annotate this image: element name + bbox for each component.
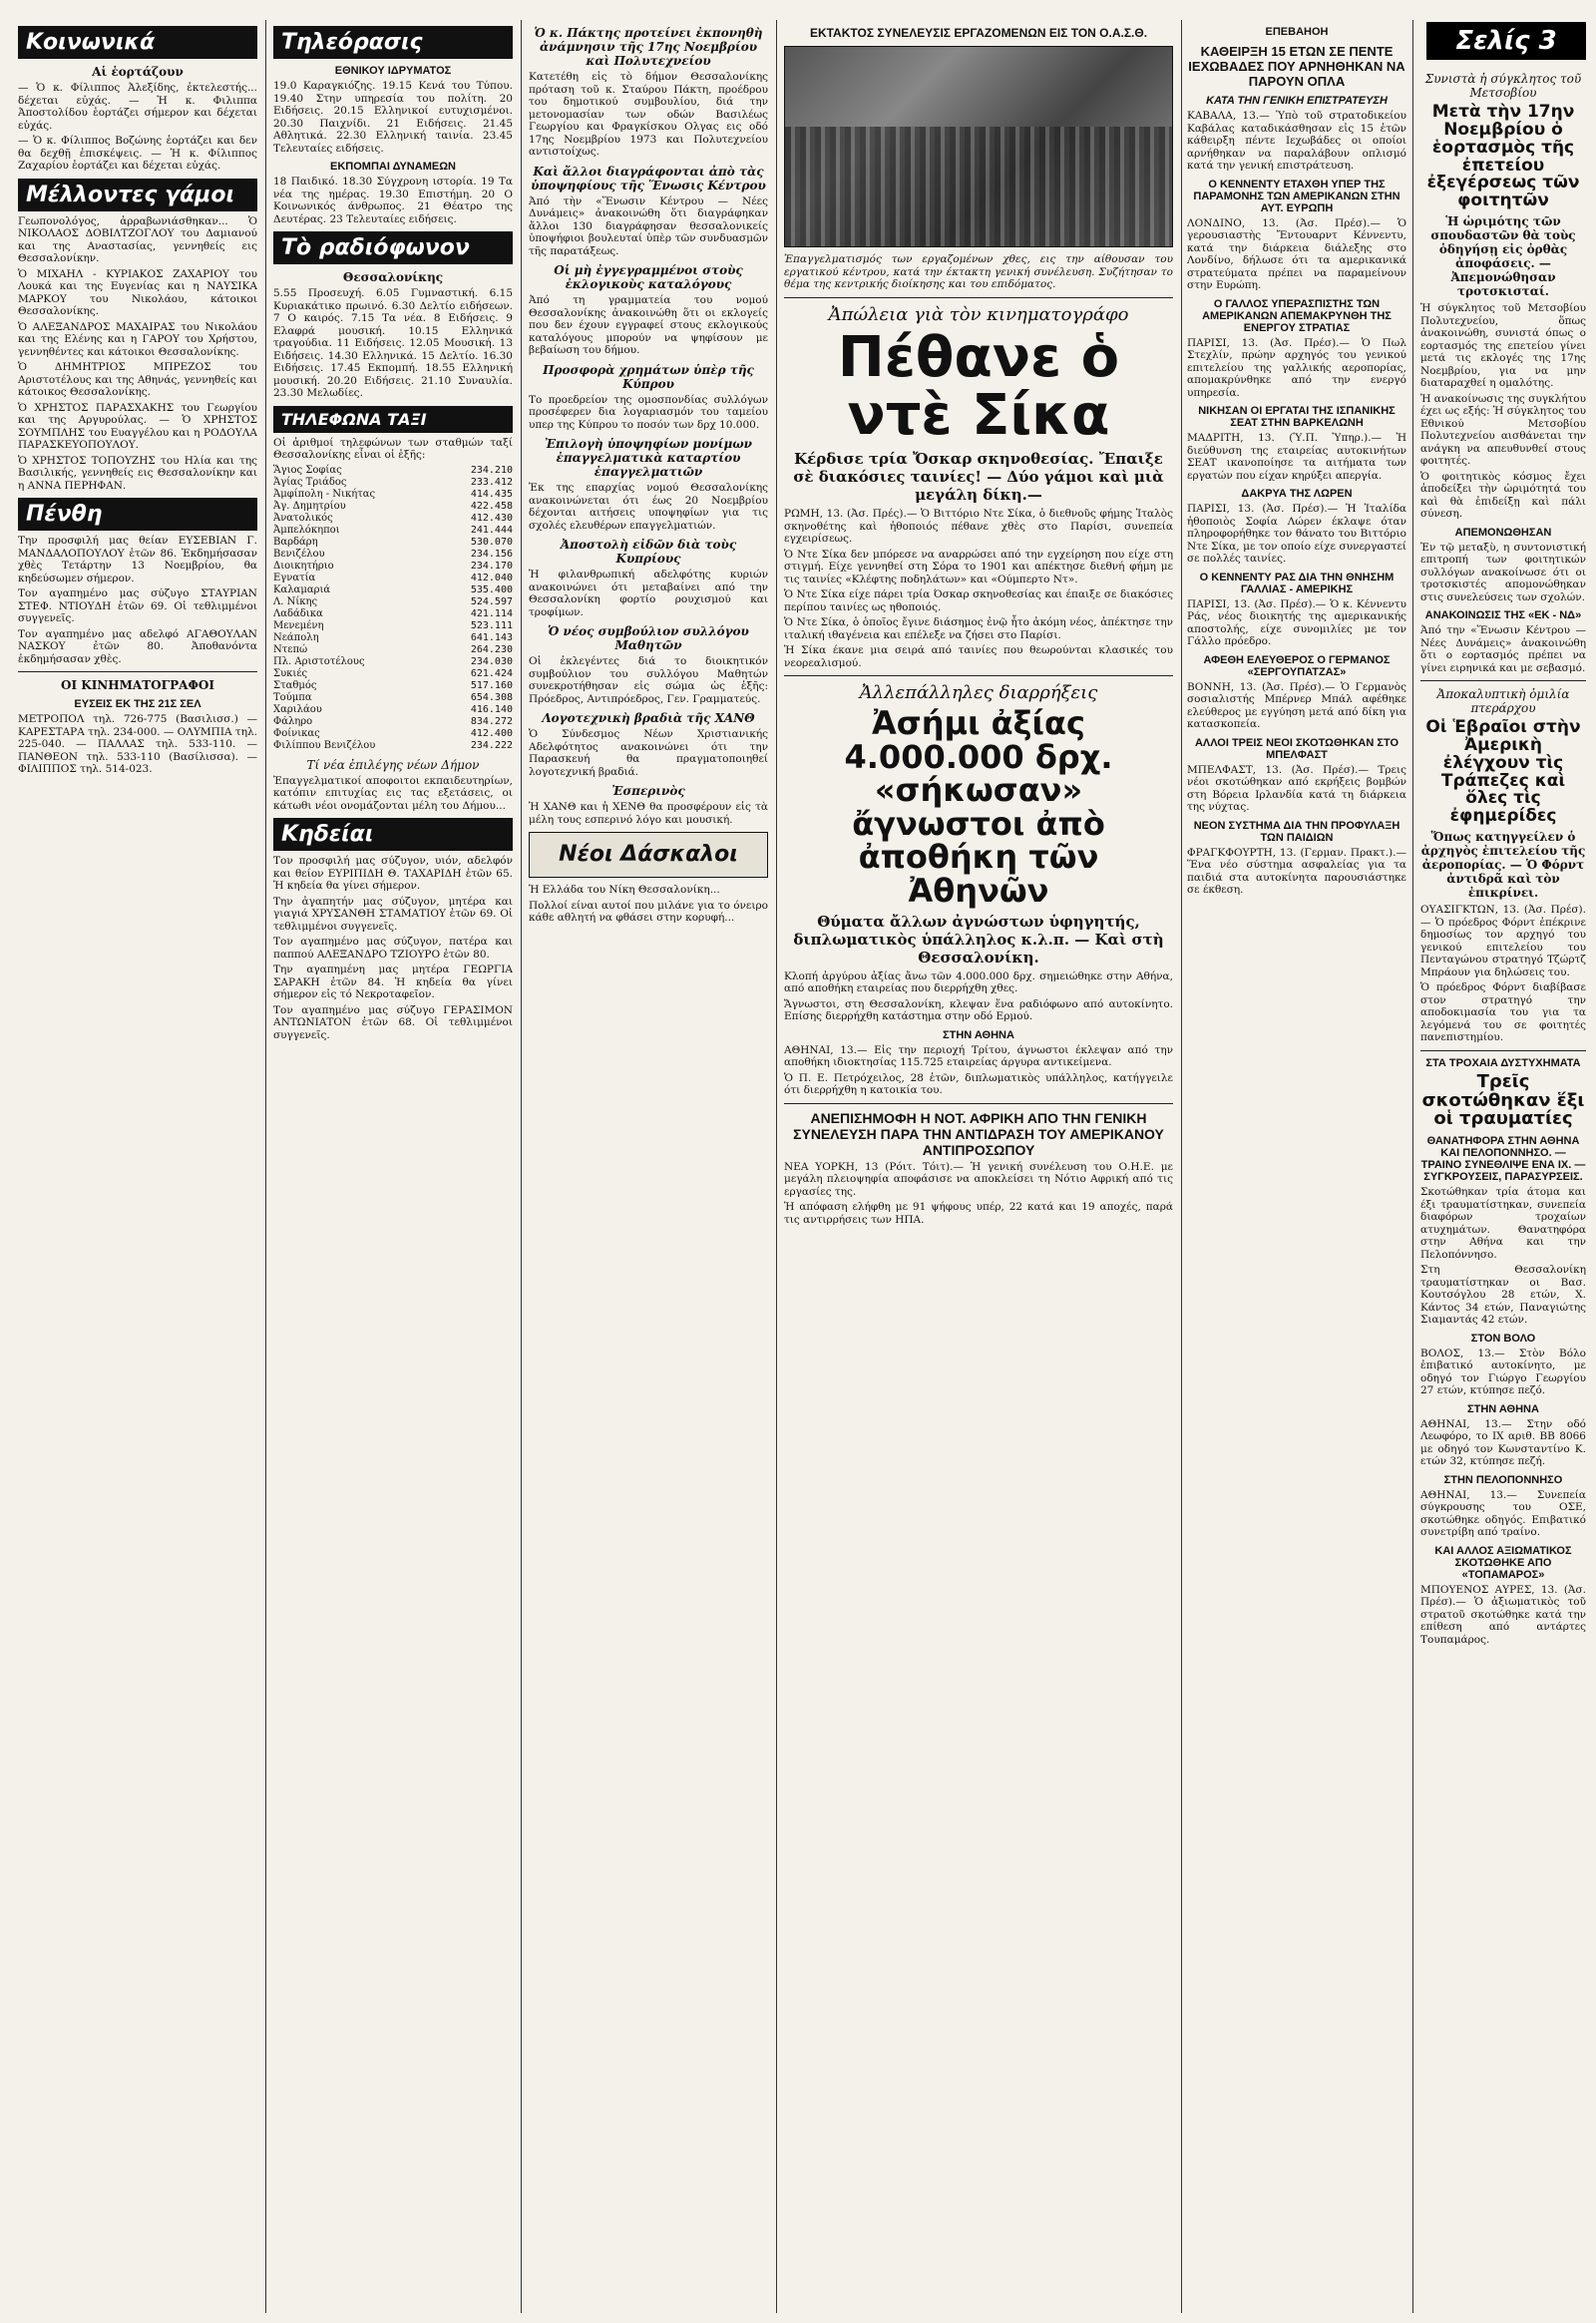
article-paragraph: ΠΑΡΙΣΙ, 13. (Ἀσ. Πρέσ).— Ὁ Πωλ Στεχλίν, πρώην αρχηγός του γενικού επιτελείου της γαλλικής αεροπορίας, απομακρύνθηκε από την ενεργό υπηρεσία. (1187, 336, 1406, 399)
cinemas-header: ΟΙ ΚΙΝΗΜΑΤΟΓΡΑΦΟΙ (61, 678, 214, 692)
headline-jews-america: Οἱ Ἑβραῖοι στὴν Ἀμερικὴ ἐλέγχουν τὶς Τράπεζες καὶ ὅλες τὶς ἐφημερίδες (1425, 717, 1581, 827)
taxi-phone-number: 241.444 (470, 524, 513, 536)
taxi-phone-number: 530.070 (470, 536, 513, 548)
article-headline: Προσφορὰ χρημάτων ὑπὲρ τῆς Κύπρου (543, 362, 754, 391)
article-paragraph: Ἡ απόφαση ελήφθη με 91 ψήφους υπέρ, 22 κατά και 19 αποχές, παρά τις αντιρρήσεις των ΗΠΑ. (784, 1201, 1173, 1226)
headline-south-africa: ΑΝΕΠΙΣΗΜΟΦΗ Η ΝΟΤ. ΑΦΡΙΚΗ ΑΠΟ ΤΗΝ ΓΕΝΙΚΗ ΣΥΝΕΛΕΥΣΗ ΠΑΡΑ ΤΗΝ ΑΝΤΙΔΡΑΣΗ ΤΟΥ ΑΜΕΡΙΚΑΝΟΥ ΑΝΤΙΠΡΟΣΩΠΟΥ (793, 1109, 1164, 1158)
column-broadcast (273, 20, 513, 2313)
assembly-photo (784, 46, 1173, 247)
funeral-paragraph: Την ἀγαπητήν μας σύζυγον, μητέρα και γιαγιά ΧΡΥΣΑΝΘΗ ΣΤΑΜΑΤΙΟΥ ἐτῶν 69. Οἱ τεθλιμμένοι συγγενεῖς. (273, 895, 513, 933)
wedding-paragraph: Ὁ ΧΡΗΣΤΟΣ ΤΟΠΟΥΖΗΣ του Ηλία και της Βασιλικής, γεννηθείς εις Θεσσαλονίκην και η ΑΝΝΑ ΠΕΡΗΦΑΝ. (18, 454, 257, 492)
article-headline: Ἐσπερινὸς (611, 784, 685, 798)
subheadline: Θύματα ἄλλων ἀγνώστων ὑφηγητής, διπλωματικὸς ὑπάλληλος κ.λ.π. — Καὶ στὴ Θεσσαλονίκη. (793, 912, 1164, 967)
section-subheader: ΣΤΗΝ ΠΕΛΟΠΟΝΝΗΣΟ (1443, 1473, 1563, 1486)
wedding-paragraph: Γεωπονολόγος, ἀρραβωνιάσθηκαν... Ὁ ΝΙΚΟΛΑΟΣ ΔΟΒΙΛΤΖΟΓΛΟΥ του Δαμιανού και της Αναστασίας, γεννηθείς εις Θεσσαλονίκην. (18, 214, 257, 264)
column-divider (265, 20, 266, 2313)
taxi-station-name: Ἀμφίπολη - Νικήτας (273, 488, 376, 500)
taxi-station-name: Ἅγιος Σοφίας (273, 464, 342, 476)
article-headline: Ὁ νέος συμβούλιον συλλόγου Μαθητῶν (548, 624, 749, 652)
cinemas-subheader: ΕΥΣΕΙΣ ΕΚ ΤΗΣ 21Σ ΣΕΛ (74, 698, 201, 710)
divider (1420, 680, 1586, 681)
article-paragraph: Κλοπή ἀργύρου ἀξίας ἄνω τῶν 4.000.000 δρχ. σημειώθηκε στην Αθήνα, από αποθήκη εταιρείας που διερρήχθη χθες. (784, 969, 1173, 995)
divider (784, 1103, 1173, 1104)
taxi-phone-number: 416.140 (470, 703, 513, 715)
section-header-radio: Τὸ ραδιόφωνον (273, 231, 513, 264)
tv-schedule: 19.0 Καραγκιόζης. 19.15 Κενά του Τύπου. 19.40 Στην υπηρεσία του πολίτη. 20 Ειδήσεις. 20.15 Ελληνικοί ευτυχισμένοι. 20.30 Παιχνίδι. 21 Ειδήσεις. 21.45 Αθλητικά. 22.30 Ελληνική ταινία. 23.45 Τελευταίες ειδήσεις. (273, 80, 513, 155)
taxi-phone-number: 523.111 (470, 619, 513, 631)
article-paragraph: Ἡ ΧΑΝΘ και ἡ ΧΕΝΘ θα προσφέρουν εἰς τὰ μέλη τους εσπερινό λόγο και μουσική. (529, 801, 768, 826)
article-paragraph: Ἡ ανακοίνωσις της συγκλήτου έχει ως εξής: Ἡ σύγκλητος του Εθνικού Μετσοβίου Πολυτεχνείου αισθάνεται την ανάγκη να απευθυνθεί στους φοιτητές. (1420, 392, 1586, 468)
headline-accidents: Τρεῖς σκοτώθηκαν ἕξι οἱ τραυματίες (1421, 1070, 1585, 1130)
taxi-row (273, 728, 513, 740)
mourning-paragraph: Τον αγαπημένο μας αδελφό ΑΓΑΘΟΥΛΑΝ ΝΑΣΚΟΥ ἐτῶν 80. Ἀποθανόντα ἐκδημήσασαν χθὲς. (18, 627, 257, 665)
photo-banner: ΕΚΤΑΚΤΟΣ ΣΥΝΕΛΕΥΣΙΣ ΕΡΓΑΖΟΜΕΝΩΝ ΕΙΣ ΤΟΝ Ο.Α.Σ.Θ. (809, 26, 1148, 40)
taxi-row (273, 716, 513, 728)
section-header-weddings: Μέλλοντες γάμοι (18, 179, 257, 211)
article-paragraph: Ὁ Ντε Σίκα είχε πάρει τρία Όσκαρ σκηνοθεσίας και έπαιξε σε διακόσιες περίπου ταινίες ως ηθοποιός. (784, 588, 1173, 613)
taxi-phone-number: 412.040 (470, 572, 513, 583)
taxi-phone-number: 517.160 (470, 679, 513, 691)
taxi-row (273, 573, 513, 584)
article-paragraph: Το προεδρείον της ομοσπονδίας συλλόγων προσέφερεν δια λογαριασμόν του ταμείου υπερ της Κύπρου το ποσόν των δρχ 10.000. (529, 393, 768, 431)
section-subheader: ΣΤΗΝ ΑΘΗΝΑ (1467, 1402, 1539, 1415)
article-paragraph: ΡΩΜΗ, 13. (Ἀσ. Πρές).— Ὁ Βιττόριο Ντε Σίκα, ὁ διεθνοῦς φήμης Ἰταλὸς σκηνοθέτης καὶ ἠθοποιός πέθανε χθὲς στο Παρίσι, συνεπεία εγχειρίσεως. (784, 508, 1173, 546)
article-paragraph: Ὁ Σύνδεσμος Νέων Χριστιανικής Αδελφότητος ανακοινώνει ότι την Παρασκευή θα πραγματοποιηθεί λογοτεχνική βραδιά. (529, 728, 768, 778)
taxi-station-name: Διοικητήριο (273, 560, 334, 572)
divider (784, 675, 1173, 676)
article-paragraph: Ὁ φοιτητικὸς κόσμος ἔχει ἀποδείξει τὴν ὡριμότητά του καὶ θὰ ἐπιδείξῃ καὶ πάλι σύνεση. (1420, 470, 1586, 521)
article-paragraph: Ἡ σύγκλητος τοῦ Μετσοβίου Πολυτεχνείου, ὅπως ἀνακοινώθη, συνιστά όπως ο εορτασμός της επετείου γίνει μετά τις εκλογές της 17ης Νοεμβρίου, για να μην διαταραχθεί η ομαλότης. (1420, 302, 1586, 390)
funeral-paragraph: Τον αγαπημένο μας σύζυγον, πατέρα και παππού ΑΛΕΞΑΝΔΡΟ ΤΖΙΟΥΡΟ ἐτῶν 80. (273, 936, 513, 961)
taxi-note: Οἱ ἀριθμοί τηλεφώνων των σταθμών ταξί Θεσσαλονίκης εἶναι οἱ ἑξῆς: (273, 436, 513, 461)
article-headline: ΚΑΙ ΑΛΛΟΣ ΑΞΙΩΜΑΤΙΚΟΣ ΣΚΟΤΩΘΗΚΕ ΑΠΟ «ΤΟΠΑΜΑΡΟΣ» (1434, 1544, 1572, 1581)
taxi-phone-number: 834.272 (470, 715, 513, 727)
taxi-station-name: Ἀγ. Δημητρίου (273, 500, 346, 512)
article-paragraph: Ἐκ της επαρχίας νομού Θεσσαλονίκης ανακοινώνεται ότι έως 20 Νοεμβρίου δέχονται αιτήσεις υποψηφίων για τις σχολές ελευθέρων επαγγελματιών. (529, 482, 768, 532)
taxi-station-name: Ἀγίας Τριάδος (273, 476, 347, 488)
subheader: Αἱ ἑορτάζουν (92, 65, 184, 79)
taxi-station-name: Φιλίππου Βενιζέλου (273, 739, 376, 751)
photo-caption: Ἐπαγγελματισμός των εργαζομένων χθες, εις την αίθουσαν του εργατικού κέντρου, κατά την έκτακτη γενική συνέλευση. Συζήτησαν το θέμα της κεντρικής διοίκησης και του επιδόματος. (784, 253, 1173, 290)
taxi-station-name: Βενιζέλου (273, 548, 325, 560)
headline-silver-theft: Ἀσήμι ἀξίας 4.000.000 δρχ. «σήκωσαν» ἄγνωστοι ἀπὸ ἀποθήκη τῶν Ἀθηνῶν (844, 704, 1113, 911)
article-paragraph: Ἡ Ελλάδα του Νίκη Θεσσαλονίκη... (529, 884, 720, 896)
article-paragraph: ΜΑΔΡΙΤΗ, 13. (Ὑ.Π. Ὑπηρ.).— Ἡ διεύθυνση της εταιρείας αυτοκινήτων ΣΕΑΤ ικανοποίησε τα αιτήματα των εργατών που είχαν κηρύξει απεργία. (1187, 432, 1406, 482)
taxi-row (273, 740, 513, 752)
section-box: Νέοι Δάσκαλοι (529, 832, 768, 878)
taxi-row (273, 704, 513, 716)
taxi-phone-number: 414.435 (470, 488, 513, 500)
headline-de-sica: Πέθανε ὁ ντὲ Σίκα (837, 324, 1120, 449)
taxi-phone-number: 412.400 (470, 727, 513, 739)
taxi-phone-number: 641.143 (470, 631, 513, 643)
article-paragraph: Πολλοί είναι αυτοί που μιλάνε για το όνειρο κάθε αθλητή να φθάσει στην κορυφή... (529, 899, 768, 924)
column-foreign-news (1187, 20, 1406, 2313)
article-paragraph: ΒΟΝΝΗ, 13. (Ἀσ. Πρέσ).— Ὁ Γερμανὸς σοσιαλιστής Μπέρνερ Μπάλ αφέθηκε ελεύθερος με εγγύηση μετά από δίκη για κατασκοπεία. (1187, 680, 1406, 730)
taxi-station-name: Λαδάδικα (273, 607, 323, 619)
news-paragraph: Ἐπαγγελματικοί αποφοιτοι εκπαιδευτηρίων, κατόπιν επιτυχίας εις τας εξετάσεις, οι κάτωθι νέοι ονομάζονται μέλη του Δήμου... (273, 774, 513, 812)
article-headline: ΑΠΕΜΟΝΩΘΗΣΑΝ (1454, 526, 1552, 539)
taxi-station-name: Εγνατία (273, 572, 316, 583)
taxi-phone-number: 421.114 (470, 607, 513, 619)
taxi-station-name: Λ. Νίκης (273, 595, 318, 607)
mourning-paragraph: Την προσφιλή μας θείαν ΕΥΣΕΒΙΑΝ Γ. ΜΑΝΔΑΛΟΠΟΥΛΟΥ ἐτῶν 86. Ἐκδημήσασαν χθὲς Τετάρτην 13 Νοεμβρίου, θα κηδεύσωμεν σήμερον. (18, 535, 257, 584)
column-headlines-right (1420, 66, 1586, 2313)
article-paragraph: Ἄγνωστοι, στη Θεσσαλονίκη, κλεψαν ἕνα ραδιόφωνο από αυτοκίνητο. Επίσης διερρήχθη κατάστημα στην οδό Ερμού. (784, 997, 1173, 1023)
taxi-phone-number: 524.597 (470, 595, 513, 607)
kicker: ΣΤΑ ΤΡΟΧΑΙΑ ΔΥΣΤΥΧΗΜΑΤΑ (1425, 1056, 1581, 1069)
funeral-paragraph: Τον αγαπημένο μας σύζυγο ΓΕΡΑΣΙΜΟΝ ΑΝΤΩΝΙΑΤΟΝ ἐτῶν 68. Οἱ τεθλιμμένοι συγγενεῖς. (273, 1003, 513, 1041)
article-paragraph: ΒΟΛΟΣ, 13.— Στὸν Βόλο ἐπιβατικό αυτοκίνητο, με οδηγό τον Γιώργο Γεωργίου 27 ετών, κτύπησε πεζό. (1420, 1347, 1586, 1397)
taxi-station-name: Ντεπώ (273, 643, 308, 655)
column-social (18, 20, 257, 2313)
article-headline: ΝΙΚΗΣΑΝ ΟΙ ΕΡΓΑΤΑΙ ΤΗΣ ΙΣΠΑΝΙΚΗΣ ΣΕΑΤ ΣΤΗΝ ΒΑΡΚΕΛΩΝΗ (1198, 405, 1396, 429)
article-headline: ΔΑΚΡΥΑ ΤΗΣ ΛΩΡΕΝ (1241, 488, 1353, 500)
article-paragraph: Ἡ Σίκα έκανε μια σειρά από ταινίες που θεωρούνται κλασικές του νεορεαλισμού. (784, 644, 1173, 669)
taxi-row (273, 632, 513, 644)
tv-subheader-2: ΕΚΠΟΜΠΑΙ ΔΥΝΑΜΕΩΝ (330, 161, 456, 173)
social-paragraph: — Ὁ κ. Φίλιππος Ἀλεξίδης, ἐκτελεστής... δέχεται εὐχάς. — Ἡ κ. Φιλιππα Ἀποστολίδου ἑορτάζει σήμερον και δέχεται εὐχάς. (18, 82, 257, 132)
section-subheader: ΣΤΗΝ ΑΘΗΝΑ (943, 1028, 1014, 1041)
divider (1420, 1050, 1586, 1051)
taxi-station-name: Ἀνατολικός (273, 512, 333, 524)
taxi-station-name: Χαριλάου (273, 703, 322, 715)
taxi-phone-number: 234.170 (470, 560, 513, 572)
article-paragraph: ΜΠΕΛΦΑΣΤ, 13. (Ἀσ. Πρέσ).— Τρεις νέοι σκοτώθηκαν από εκρήξεις βομβών στη Βόρεια Ιρλανδία κατά τη διάρκεια της νύχτας. (1187, 763, 1406, 813)
tv-schedule-2: 18 Παιδικό. 18.30 Σύγχρονη ιστορία. 19 Τα νέα της ημέρας. 19.30 Επιστήμη. 20 Ο Κοινωνικός άνθρωπος. 21 Θέατρο της Δευτέρας. 23 Τελευταίες ειδήσεις. (273, 176, 513, 225)
taxi-station-name: Βαρδάρη (273, 536, 318, 548)
taxi-row (273, 584, 513, 596)
column-divider (1181, 20, 1182, 2313)
article-paragraph: Στη Θεσσαλονίκη τραυματίστηκαν οι Βασ. Κουτσόγλου 28 ετών, Χ. Κάντος 34 ετών, Παναγιώτης Σιαμαντάς 42 ετών. (1420, 1264, 1586, 1327)
column-local-news (529, 20, 768, 2313)
taxi-row (273, 608, 513, 620)
taxi-row (273, 525, 513, 537)
kicker: Ἀποκαλυπτικὴ ὁμιλία πτεράρχου (1436, 687, 1570, 716)
taxi-station-name: Σταθμός (273, 679, 317, 691)
taxi-phone-number: 234.222 (470, 739, 513, 751)
taxi-row (273, 596, 513, 608)
taxi-phone-number: 412.430 (470, 512, 513, 524)
article-headline: Καὶ ἄλλοι διαγράφονται ἀπὸ τὰς ὑποψηφίους τῆς Ἕνωσις Κέντρου (531, 164, 766, 193)
article-paragraph: ΝΕΑ ΥΟΡΚΗ, 13 (Ρόιτ. Τόιτ).— Ἡ γενική συνέλευση του Ο.Η.Ε. με μεγάλη πλειοψηφία αποφάσισε να αποκλείσει τη Νότιο Αφρική από τις εργασίες της. (784, 1160, 1173, 1198)
taxi-station-name: Μενεμένη (273, 619, 324, 631)
subheadline: Ὅπως κατηγγείλεν ὁ ἀρχηγὸς ἐπιτελείου τῆς ἀεροπορίας. — Ὁ Φόρντ ἀντιδρᾶ καὶ τὸν ἐπικρίνει. (1420, 830, 1586, 901)
article-paragraph: ΑΘΗΝΑΙ, 13.— Εἰς την περιοχή Τρίτου, άγνωστοι έκλεψαν από την αποθήκη ιδιοκτησίας 115.725 εταιρείας άργυρα αντικείμενα. (784, 1043, 1173, 1069)
article-paragraph: ΟΥΑΣΙΓΚΤΩΝ, 13. (Ἀσ. Πρέσ).— Ὁ πρόεδρος Φόρντ ἐπέκρινε δημοσίως τον αρχηγό του γενικού επιτελείου του Πενταγώνου στρατηγό Τζώρτζ Μπράουν για δηλώσεις του. (1420, 904, 1586, 978)
taxi-row (273, 656, 513, 668)
taxi-station-name: Φοίνικας (273, 727, 320, 739)
subheadline: Ἡ ὡριμότης τῶν σπουδαστῶν θὰ τοὺς ὁδηγήσῃ εἰς ὀρθὰς ἀποφάσεις. — Ἀπεμονώθησαν τροτσκισταί. (1430, 214, 1576, 299)
taxi-row (273, 561, 513, 573)
article-paragraph: Ὁ Ντε Σίκα, ὁ ὁποῖος ἔγινε διάσημος ἐνῷ ἦτο ἀκόμη νέος, ἀπέκτησε την ιταλική ιθαγένεια και επέλεξε να ζήσει στο Παρίσι. (784, 616, 1173, 641)
article-paragraph: Ἀπό την «Ἕνωσιν Κέντρου — Νέες Δυνάμεις» ἀνακοινώθη ὅτι ο εορτασμός πρέπει να γίνει ειρηνικά και με σεβασμό. (1420, 624, 1586, 674)
section-header-taxi: ΤΗΛΕΦΩΝΑ ΤΑΞΙ (273, 406, 513, 433)
divider (784, 297, 1173, 298)
subheader: ΚΑΤΑ ΤΗΝ ΓΕΝΙΚΗ ΕΠΙΣΤΡΑΤΕΥΣΗ (1206, 95, 1388, 107)
taxi-row (273, 620, 513, 632)
headline-polytechnic: Μετὰ τὴν 17ην Νοεμβρίου ὁ ἑορτασμὸς τῆς ἐπετείου ἐξεγέρσεως τῶν φοιτητῶν (1426, 102, 1580, 211)
article-paragraph: Ἐν τῷ μεταξὺ, η συντονιστική επιτροπή των φοιτητικών συλλόγων ανακοίνωσε ότι οι τροτσκιστές απομονώθηκαν στις συνελεύσεις των σχολών. (1420, 541, 1586, 603)
taxi-row (273, 537, 513, 549)
taxi-row (273, 489, 513, 501)
taxi-phone-number: 233.412 (470, 476, 513, 488)
article-paragraph: ΠΑΡΙΣΙ, 13. (Ἀσ. Πρέσ).— Ὁ κ. Κέννεντυ Ράς, νέος διοικητής της αμερικανικής αποστολής, είχε συνομιλίες με τον Γάλλο πρόεδρο. (1187, 597, 1406, 647)
article-paragraph: ΑΘΗΝΑΙ, 13.— Συνεπεία σύγκρουσης του ΟΣΕ, σκοτώθηκε οδηγός. Επιβατικό συνετρίβη από τραίνο. (1420, 1488, 1586, 1539)
wedding-paragraph: Ὁ ΜΙΧΑΗΛ - ΚΥΡΙΑΚΟΣ ΖΑΧΑΡΙΟΥ του Λουκά και της Ευγενίας και η ΝΑΥΣΙΚΑ ΜΑΡΚΟΥ του Νικολάου, κάτοικοι Θεσσαλονίκης. (18, 267, 257, 317)
article-paragraph: ΑΘΗΝΑΙ, 13.— Στην οδό Λεωφόρο, το ΙΧ αριθ. ΒΒ 8066 με οδηγό τον Κωνσταντίνο Κ. ετών 32, κτύπησε πεζή. (1420, 1417, 1586, 1468)
article-headline: Οἱ μὴ ἐγγεγραμμένοι στοὺς ἐκλογικοὺς καταλόγους (554, 263, 743, 291)
column-divider (776, 20, 777, 2313)
taxi-row (273, 465, 513, 477)
column-divider (521, 20, 522, 2313)
section-header-mourning: Πένθη (18, 498, 257, 531)
tv-subheader: ΕΘΝΙΚΟΥ ΙΔΡΥΜΑΤΟΣ (334, 65, 452, 77)
article-paragraph: Ὁ Ντε Σίκα δεν μπόρεσε να αναρρώσει από την εγχείρηση που είχε στη στιγμή. Είχε γεννηθεί στη Σόρα το 1901 και απέκτησε διεθνή φήμη με τις ταινίες «Κλέφτης ποδηλάτων» και «Ούμπερτο Ντ». (784, 548, 1173, 585)
taxi-phone-table (273, 465, 513, 752)
article-paragraph: Ἡ φιλανθρωπική αδελφότης κυριών ανακοινώνει ότι μεταβαίνει από την Θεσσαλονίκη φορτίο ρουχισμού και τροφίμων. (529, 569, 768, 618)
article-headline: Λογοτεχνικὴ βραδιὰ τῆς ΧΑΝΘ (542, 711, 755, 725)
headline-jehovahs: ΚΑΘΕΙΡΞΗ 15 ΕΤΩΝ ΣΕ ΠΕΝΤΕ ΙΕΧΩΒΑΔΕΣ ΠΟΥ ΑΡΝΗΘΗΚΑΝ ΝΑ ΠΑΡΟΥΝ ΟΠΛΑ (1188, 44, 1405, 89)
article-paragraph: Ὁ πρόεδρος Φόρντ διαβίβασε στον στρατηγό την αποδοκιμασία του για τα λεγόμενά του σε φοιτητές πανεπιστημίου. (1420, 981, 1586, 1044)
funeral-paragraph: Την αγαπημένη μας μητέρα ΓΕΩΡΓΙΑ ΣΑΡΑΚΗ ἐτῶν 84. Ἡ κηδεία θα γίνει σήμερον εἰς τό Νεκροταφεῖον. (273, 964, 513, 1000)
article-headline: Ο ΚΕΝΝΕΝΤΥ ΕΤΑΧΘΗ ΥΠΕΡ ΤΗΣ ΠΑΡΑΜΟΝΗΣ ΤΩΝ ΑΜΕΡΙΚΑΝΩΝ ΣΤΗΝ ΑΥΤ. ΕΥΡΩΠΗ (1193, 178, 1400, 214)
taxi-row (273, 692, 513, 704)
kicker: ΕΠΕΒΑΗΟΗ (1265, 26, 1329, 38)
article-paragraph: Ἀπό τὴν «Ἕνωσιν Κέντρου — Νέες Δυνάμεις» ἀνακοινώθη ὅτι διαγράφηκαν ἄλλοι 130 διαγράφησαν θεσσαλονικείς ὑποψήφιοι βουλευταί ὑπὲρ τῶν συνδυασμῶν τῆς παρατάξεως. (529, 194, 768, 257)
column-divider (1412, 20, 1413, 2313)
article-headline: ΑΛΛΟΙ ΤΡΕΙΣ ΝΕΟΙ ΣΚΟΤΩΘΗΚΑΝ ΣΤΟ ΜΠΕΛΦΑΣΤ (1194, 736, 1399, 761)
taxi-phone-number: 234.210 (470, 464, 513, 476)
taxi-phone-number: 654.308 (470, 691, 513, 703)
article-paragraph: Σκοτώθηκαν τρία άτομα και έξι τραυματίστηκαν, συνεπεία διαφόρων τροχαίων ατυχημάτων. Θανατηφόρα στην Αθήνα και την Πελοπόννησο. (1420, 1186, 1586, 1261)
article-paragraph: Κατετέθη εἰς τὸ δήμον Θεσσαλονίκης πρόταση τοῦ κ. Σταύρου Πάκτη, προέδρου του δημοτικού συμβουλίου, διά την μετονομασίαν των οδών Βασιλέως Γεωργίου και Φραγκίσκου Ολγας εις οδό 17ης Νοεμβρίου 1973 και Πολυτεχνείου αντιστοίχως. (529, 71, 768, 158)
article-headline: ΑΝΑΚΟΙΝΩΣΙΣ ΤΗΣ «ΕΚ - ΝΔ» (1424, 609, 1582, 622)
taxi-station-name: Νεάπολη (273, 631, 319, 643)
taxi-row (273, 501, 513, 513)
kicker: Συνιστὰ ἡ σύγκλητος τοῦ Μετσοβίου (1424, 72, 1582, 100)
radio-subheader: Θεσσαλονίκης (342, 270, 444, 284)
taxi-phone-number: 422.458 (470, 500, 513, 512)
article-headline: Ο ΚΕΝΝΕΝΤΥ ΡΑΣ ΔΙΑ ΤΗΝ ΘΝΗΣΗΜ ΓΑΛΛΙΑΣ - ΑΜΕΡΙΚΗΣ (1199, 571, 1395, 595)
taxi-row (273, 680, 513, 692)
article-paragraph: Οἱ ἐκλεγέντες διά το διοικητικόν συμβούλιον του συλλόγου Μαθητών συνεκροτήθησαν εἰς σώμα ὡς ἑξῆς: Πρόεδρος, Αντιπρόεδρος, Γεν. Γραμματεύς. (529, 655, 768, 705)
kicker: Τί νέα ἐπιλέγης νέων Δήμον (306, 757, 480, 772)
taxi-station-name: Τούμπα (273, 691, 312, 703)
page-label: Σελίς 3 (1426, 22, 1586, 60)
taxi-row (273, 549, 513, 561)
section-header-social: Κοινωνικά (18, 26, 257, 59)
mourning-paragraph: Τον αγαπημένο μας σύζυγο ΣΤΑΥΡΙΑΝ ΣΤΕΦ. ΝΤΙΟΥΔΗ ἐτῶν 69. Οἱ τεθλιμμένοι συγγενεῖς. (18, 587, 257, 624)
article-paragraph: ΜΠΟΥΕΝΟΣ ΑΥΡΕΣ, 13. (Ἀσ. Πρέσ).— Ὁ ἀξιωματικὸς τοῦ στρατοῦ σκοτώθηκε κατά την επίθεση από αντάρτες Τουπαμάρος. (1420, 1583, 1586, 1646)
subheadline: Κέρδισε τρία Ὄσκαρ σκηνοθεσίας. Ἔπαιξε σὲ διακόσιες ταινίες! — Δύο γάμοι καὶ μιὰ μεγάλη δίκη.— (793, 450, 1164, 505)
kicker: Ἀλλεπάλληλες διαρρήξεις (859, 682, 1098, 704)
article-paragraph: Ὁ Π. Ε. Πετρόχειλος, 28 ἐτῶν, διπλωματικὸς υπάλληλος, κατήγγειλε ότι διερρήχθη η κατοικία του. (784, 1071, 1173, 1097)
taxi-phone-number: 234.030 (470, 655, 513, 667)
article-headline: ΑΦΕΘΗ ΕΛΕΥΘΕΡΟΣ Ο ΓΕΡΜΑΝΟΣ «ΣΕΡΓΟΥΠΑΤΖΑΣ» (1203, 653, 1391, 678)
wedding-paragraph: Ὁ ΧΡΗΣΤΟΣ ΠΑΡΑΣΧΑΚΗΣ του Γεωργίου και της Αργυρούλας. — Ὁ ΧΡΗΣΤΟΣ ΣΟΥΜΠΛΗΣ του Ευαγγέλου και η ΡΟΔΟΥΛΑ ΠΑΡΑΣΚΕΥΟΠΟΥΛΟΥ. (18, 401, 257, 451)
section-header-television: Τηλεόρασις (273, 26, 513, 59)
subheadline: ΘΑΝΑΤΗΦΟΡΑ ΣΤΗΝ ΑΘΗΝΑ ΚΑΙ ΠΕΛΟΠΟΝΝΗΣΟ. — ΤΡΑΙΝΟ ΣΥΝΕΘΛΙΨΕ ΕΝΑ ΙΧ. — ΣΥΓΚΡΟΥΣΕΙΣ, ΠΑΡΑΣΥΡΣΕΙΣ. (1420, 1135, 1586, 1184)
section-header-funerals: Κηδείαι (273, 818, 513, 851)
article-paragraph: ΛΟΝΔΙΝΟ, 13. (Ἀσ. Πρέσ).— Ὁ γερουσιαστὴς Ἔντουαρντ Κέννεντυ, κατά την διάρκεια διάλεξης στο Λονδίνο, δήλωσε ότι τα αμερικανικά στρατεύματα πρέπει να παραμείνουν στην Ευρώπη. (1187, 216, 1406, 291)
taxi-row (273, 513, 513, 525)
taxi-phone-number: 535.400 (470, 583, 513, 595)
section-subheader: ΣΤΟΝ ΒΟΛΟ (1470, 1332, 1536, 1345)
taxi-row (273, 668, 513, 680)
article-paragraph: ΦΡΑΓΚΦΟΥΡΤΗ, 13. (Γερμαν. Πρακτ.).— Ἕνα νέο σύστημα ασφαλείας για τα παιδιά στα αυτοκίνητα παρουσιάστηκε σε έκθεση. (1187, 846, 1406, 896)
social-paragraph: — Ὁ κ. Φίλιππος Βοζώνης ἑορτάζει και δεν θα δεχθῇ ἐπισκέψεις. — Ἡ κ. Φίλιππος Ζαχαρίου ἑορτάζει και δέχεται εὐχάς. (18, 135, 257, 172)
column-main-stories (784, 20, 1173, 2313)
taxi-station-name: Καλαμαριά (273, 583, 331, 595)
article-headline: Ἀποστολὴ εἰδῶν διὰ τοὺς Κυπρίους (560, 538, 737, 566)
radio-schedule: 5.55 Προσευχή. 6.05 Γυμναστική. 6.15 Κυριακάτικο πρωινό. 6.30 Δελτίο ειδήσεων. 7 Ο καιρός. 7.15 Τα νέα. 8 Ειδήσεις. 9 Ελαφρά μουσική. 10.15 Ελληνικά τραγούδια. 11 Ειδήσεις. 12.05 Μουσική. 13 Ειδήσεις. 14.30 Ελληνικά. 15 Δελτίο. 16.30 Ειδήσεις. 17.45 Εκπομπή. 18.55 Ελληνική μουσική. 20.20 Ειδήσεις. 21.10 Συναυλία. 23.30 Μελωδίες. (273, 287, 513, 399)
article-headline: Ο ΓΑΛΛΟΣ ΥΠΕΡΑΣΠΙΣΤΗΣ ΤΩΝ ΑΜΕΡΙΚΑΝΩΝ ΑΠΕΜΑΚΡΥΝΘΗ ΤΗΣ ΕΝΕΡΓΟΥ ΣΤΡΑΤΙΑΣ (1202, 297, 1392, 334)
taxi-row (273, 477, 513, 489)
taxi-station-name: Ἀμπελόκηποι (273, 524, 340, 536)
cinemas-paragraph: ΜΕΤΡΟΠΟΛ τηλ. 726-775 (Βασιλισσ.) — ΚΑΡΕΣΤΑΡΑ τηλ. 234-000. — ΟΛΥΜΠΙΑ τηλ. 225-040. — ΠΑΛΛΑΣ τηλ. 533-110. — ΠΑΝΘΕΟΝ τηλ. 533-110 (Βασίλισσα). — ΦΙΛΙΠΠΟΣ τηλ. 514-023. (18, 713, 257, 775)
taxi-phone-number: 621.424 (470, 667, 513, 679)
divider (18, 671, 257, 672)
funeral-paragraph: Τον προσφιλή μας σύζυγον, υιόν, αδελφόν και θείον ΕΥΡΙΠΙΔΗ Θ. ΤΑΧΑΡΙΔΗ ἐτῶν 65. Ἡ κηδεία θα γίνει σήμερον. (273, 855, 513, 892)
kicker: Ἀπώλεια γιὰ τὸν κινηματογράφο (828, 303, 1129, 325)
article-paragraph: ΠΑΡΙΣΙ, 13. (Ἀσ. Πρέσ).— Ἡ Ἰταλίδα ἠθοποιὸς Σοφία Λώρεν έκλαψε όταν πληροφορήθηκε τον θάνατο του Βιττόριο Ντε Σίκα, με τον οποίο είχε συνεργαστεί σε πολλές ταινίες. (1187, 503, 1406, 565)
article-headline: ΝΕΟΝ ΣΥΣΤΗΜΑ ΔΙΑ ΤΗΝ ΠΡΟΦΥΛΑΞΗ ΤΩΝ ΠΑΙΔΙΩΝ (1193, 819, 1400, 844)
taxi-phone-number: 234.156 (470, 548, 513, 560)
wedding-paragraph: Ὁ ΔΗΜΗΤΡΙΟΣ ΜΠΡΕΖΟΣ του Αριστοτέλους και της Αθηνάς, γεννηθείς και κάτοικος Θεσσαλονίκης. (18, 361, 257, 398)
taxi-station-name: Συκιές (273, 667, 308, 679)
taxi-row (273, 644, 513, 656)
article-paragraph: Ἀπό τη γραμματεία του νομού Θεσσαλονίκης ἀνακοινώθη ὅτι οι εκλογείς που δεν έχουν εγγραφεί στους εκλογικούς καταλόγους μπορούν να ψηφίσουν με βεβαίωση του δήμου. (529, 294, 768, 356)
wedding-paragraph: Ὁ ΑΛΕΞΑΝΔΡΟΣ ΜΑΧΑΙΡΑΣ του Νικολάου και της Ελένης και η ΓΑΡΟΥ του Χρήστου, γεννηθέντες και κάτοικοι Θεσσαλονίκης. (18, 320, 257, 358)
taxi-station-name: Πλ. Αριστοτέλους (273, 655, 365, 667)
article-headline: Ἐπιλογὴ ὑποψηφίων μονίμων ἐπαγγελματικὰ καταρτίου ἐπαγγελματιῶν (544, 437, 753, 479)
taxi-phone-number: 264.230 (470, 643, 513, 655)
article-paragraph: ΚΑΒΑΛΑ, 13.— Ὑπὸ τοῦ στρατοδικείου Καβάλας καταδικάσθησαν εἰς 15 ἐτῶν κάθειρξη πέντε Ιεχωβάδες οι οποίοι αρνήθηκαν να παραλάβουν οπλισμό κατά την γενική επιστράτευση. (1187, 110, 1406, 172)
article-headline: Ὁ κ. Πάκτης προτείνει ἐκπονηθὴ ἀνάμνησιν τῆς 17ης Νοεμβρίου καὶ Πολυτεχνείου (534, 26, 763, 68)
taxi-station-name: Φάληρο (273, 715, 313, 727)
